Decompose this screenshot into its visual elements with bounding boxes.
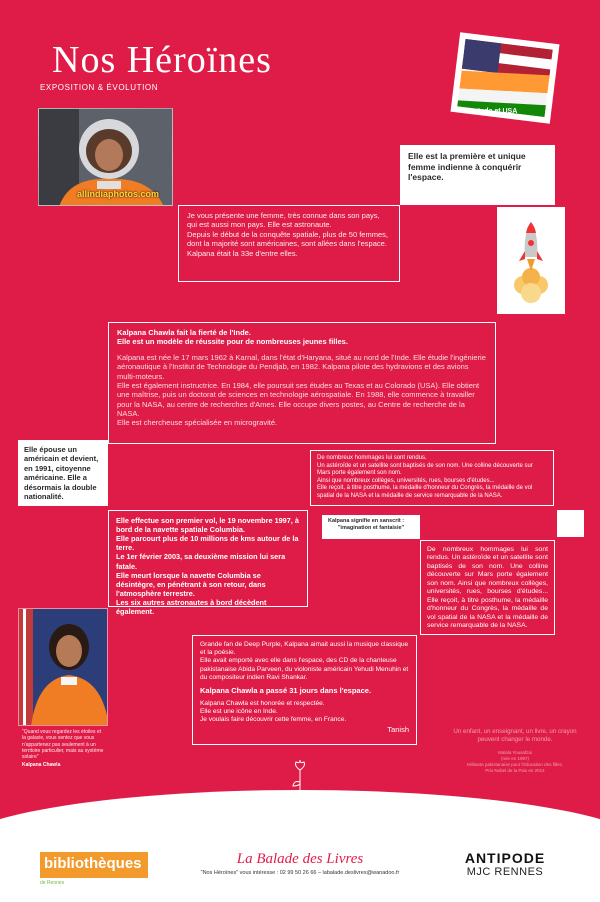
- first-woman-text: Elle est la première et unique femme indienne à conquérir l'espace.: [408, 151, 526, 183]
- music-text-4: Elle est une icône en Inde.: [200, 707, 278, 715]
- music-text-3: Kalpana Chawla est honorée et respectée.: [200, 699, 325, 707]
- biblio-logo-sub: de Rennes: [40, 880, 65, 886]
- marriage-box: [18, 440, 108, 506]
- portrait-caption: [18, 726, 108, 776]
- photo-watermark: allindiaphotos.com: [77, 189, 160, 199]
- faded-quote-author-3: Militante pakistanaise pour l'éducation des filles.: [467, 761, 563, 767]
- first-woman-box: [400, 145, 555, 205]
- footer-center-title: La Balade des Livres: [236, 851, 364, 867]
- bio-lead-2: Elle est un modèle de réussite pour de nombreuses jeunes filles.: [117, 337, 348, 347]
- meaning-line-1: Kalpana signifie en sanscrit :: [328, 518, 405, 524]
- portrait-author: Kalpana Chawla: [22, 762, 61, 769]
- tributes-box-1: [310, 450, 554, 506]
- tributes-1-line-3: Ainsi que nombreux collèges, universités, rues, bourses d'études...: [317, 477, 495, 484]
- faded-quote: [445, 728, 585, 808]
- flag-label: Inde et USA: [478, 108, 518, 115]
- flight-line-3: Le 1er février 2003, sa deuxième mission lui sera fatale.: [116, 552, 286, 571]
- flight-box: [108, 510, 308, 617]
- meaning-line-2: "imagination et fantaisie": [337, 524, 405, 531]
- marriage-text: Elle épouse un américain et devient, en 1991, citoyenne américaine. Elle a désormais la double nationalité.: [24, 445, 99, 501]
- intro-text-2: Depuis le début de la conquête spatiale, plus de 50 femmes, dont la majorité sont américaines, sont allées dans l'espace.: [187, 229, 388, 249]
- rocket-box: [497, 207, 565, 314]
- decorative-square: [557, 510, 584, 537]
- tributes-2-text: De nombreux hommages lui sont rendus. Un astéroïde et un satellite sont baptisés de son nom. Une colline découverte sur Mars porte également son nom. Ainsi que nombreux collèges, universités, rues, bourses d'études... Elle reçoit, à titre posthume, la médaille d'honneur du Congrès, la médaille de vol spatial de la NASA et la médaille de service remarquable de la NASA.: [427, 546, 548, 630]
- faded-quote-author-2: (née en 1997): [500, 755, 530, 761]
- rocket-icon: [497, 207, 565, 314]
- flight-line-4: Elle meurt lorsque la navette Columbia se désintègre, en pénétrant à son retour, dans l'atmosphère terrestre.: [116, 570, 266, 598]
- music-text-5: Je voulais faire découvrir cette femme, en France.: [200, 716, 347, 724]
- intro-text-3: Kalpana était la 33e d'entre elles.: [187, 248, 298, 258]
- faded-quote-text: Un enfant, un enseignant, un livre, un crayon peuvent changer le monde.: [453, 728, 577, 744]
- music-signature: Tanish: [387, 725, 409, 735]
- bio-box: [108, 322, 496, 444]
- kalpana-portrait: [18, 608, 108, 726]
- tributes-1-line-2: Un astéroïde et un satellite sont baptisés de son nom. Une colline découverte sur Mars porte également son nom.: [317, 462, 533, 476]
- flight-line-5: Les six autres astronautes à bord décèdent également.: [116, 597, 267, 617]
- music-text-2: Elle avait emporté avec elle dans l'espace, des CD de la chanteuse pakistanaise Abida Parveen, du violoniste américain Yehudi Menuhin et du compositeur indien Ravi Shankar.: [200, 657, 409, 681]
- page-title: Nos Héroïnes: [52, 39, 272, 81]
- bio-paragraph-2: Elle est également instructrice. En 1984, elle poursuit ses études au Texas et au Colorado (USA). Elle obtient une maîtrise, puis un doctorat de sciences en technologie aérospatiale. En 1988, elle commence à travailler pour la NASA, au centre de recherches d'Ames. Elle occupe divers postes, au Centre de recherche de la NASA.: [117, 380, 480, 418]
- astronaut-photo: [38, 108, 173, 206]
- tributes-1-line-1: De nombreux hommages lui sont rendus.: [317, 455, 427, 461]
- bio-lead-1: Kalpana Chawla fait la fierté de l'Inde.: [117, 328, 251, 337]
- antipode-logo-top: ANTIPODE: [464, 850, 546, 866]
- portrait-quote: "Quand vous regardez les étoiles et la galaxie, vous sentez que vous n'appartenez pas seulement à un territoire particulier, mais au système solaire": [22, 729, 104, 760]
- biblio-logo[interactable]: [40, 852, 148, 878]
- india-usa-flag-icon: [457, 39, 553, 117]
- intro-box: [178, 205, 400, 282]
- bio-paragraph-3: Elle est chercheuse spécialisée en microgravité.: [117, 418, 278, 428]
- flight-line-2: Elle parcourt plus de 10 millions de kms autour de la terre.: [116, 534, 299, 553]
- tributes-box-2: [420, 540, 555, 635]
- music-highlight: Kalpana Chawla a passé 31 jours dans l'espace.: [200, 686, 372, 696]
- flight-line-1: Elle effectue son premier vol, le 19 novembre 1997, à bord de la navette spatiale Columbia.: [116, 516, 299, 535]
- meaning-box: [322, 515, 420, 539]
- faded-quote-author-1: Malala Yousafzai: [498, 750, 532, 756]
- faded-quote-author-4: Prix Nobel de la Paix en 2014: [485, 767, 545, 773]
- music-box: [192, 635, 417, 745]
- footer-contact: "Nos Héroïnes" vous intéresse : 02 99 50 26 66 – labalade.deslivres@wanadoo.fr: [200, 870, 400, 876]
- bio-paragraph-1: Kalpana est née le 17 mars 1962 à Karnal, dans l'état d'Haryana, situé au nord de l'Inde. Elle étudie l'ingénierie aéronautique à l'Institut de Technologie du Pendjab, en 1982. Kalpana pilote des hydravions et des avions multi-moteurs.: [117, 352, 486, 381]
- page-subtitle: EXPOSITION & ÉVOLUTION: [40, 83, 159, 92]
- intro-text-1: Je vous présente une femme, très connue dans son pays, qui est aussi mon pays. Elle est astronaute.: [187, 211, 380, 230]
- biblio-logo-text: bibliothèques: [44, 855, 142, 872]
- music-text-1: Grande fan de Deep Purple, Kalpana aimait aussi la musique classique et la poésie.: [200, 641, 409, 657]
- antipode-logo-bottom: MJC RENNES: [466, 866, 544, 878]
- tributes-1-line-4: Elle reçoit, à titre posthume, la médaille d'honneur du Congrès, la médaille de vol spatial de la NASA et la médaille de service remarquable de la NASA.: [317, 485, 533, 499]
- antipode-logo[interactable]: [450, 850, 560, 884]
- portrait-illustration: [19, 609, 108, 726]
